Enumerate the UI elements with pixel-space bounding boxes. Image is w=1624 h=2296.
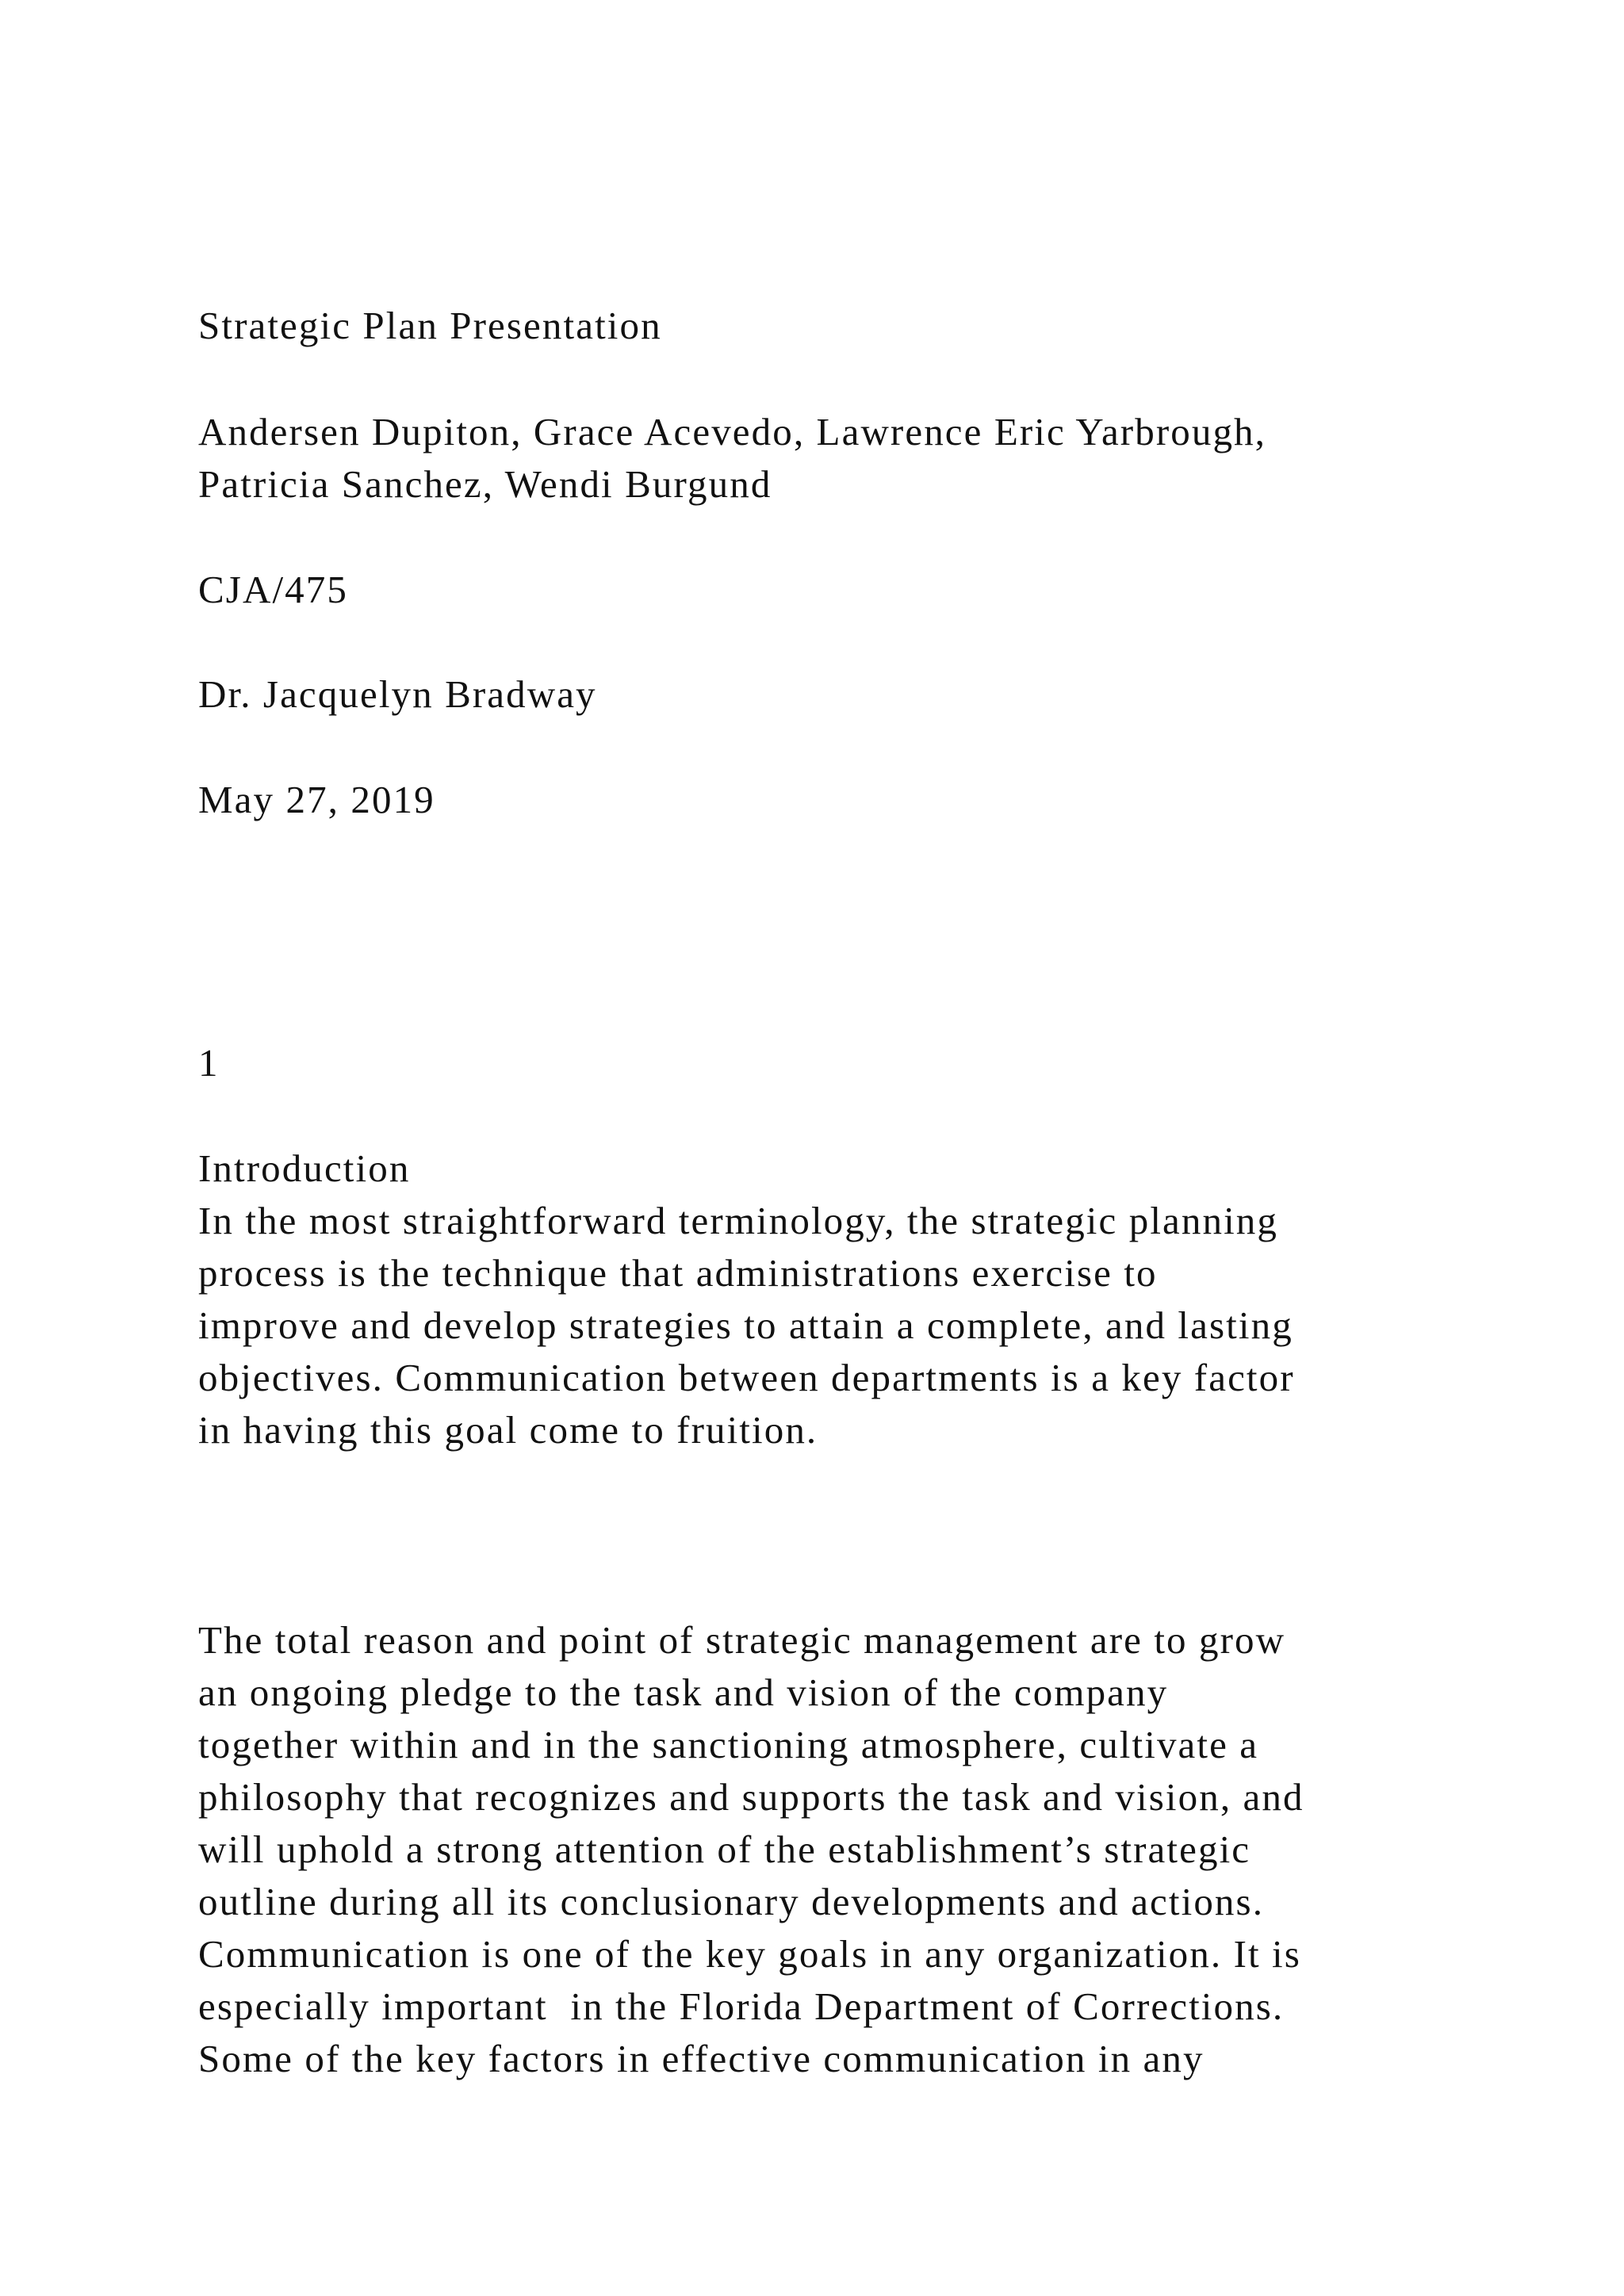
- document-title: Strategic Plan Presentation: [198, 304, 662, 347]
- paragraph-2-line: will uphold a strong attention of the establishment’s strategic: [198, 1827, 1251, 1871]
- paragraph-1-line: process is the technique that administrations exercise to: [198, 1251, 1158, 1295]
- paragraph-2-line: an ongoing pledge to the task and vision of the company: [198, 1670, 1169, 1714]
- slide-number: 1: [198, 1041, 220, 1085]
- paragraph-1-line: objectives. Communication between departments is a key factor: [198, 1356, 1295, 1399]
- paragraph-2-line: outline during all its conclusionary developments and actions.: [198, 1880, 1265, 1923]
- paragraph-1-line: improve and develop strategies to attain a complete, and lasting: [198, 1303, 1293, 1347]
- authors-line-2: Patricia Sanchez, Wendi Burgund: [198, 462, 772, 506]
- paragraph-1-line: In the most straightforward terminology, the strategic planning: [198, 1199, 1278, 1242]
- paragraph-2-line: Some of the key factors in effective communication in any: [198, 2037, 1205, 2080]
- paragraph-2-line: The total reason and point of strategic management are to grow: [198, 1618, 1286, 1662]
- authors-line-1: Andersen Dupiton, Grace Acevedo, Lawrence Eric Yarbrough,: [198, 410, 1266, 453]
- paragraph-2-line: philosophy that recognizes and supports the task and vision, and: [198, 1775, 1304, 1819]
- course-code: CJA/475: [198, 568, 348, 611]
- paragraph-2-line: together within and in the sanctioning atmosphere, cultivate a: [198, 1723, 1259, 1766]
- paragraph-1-line: in having this goal come to fruition.: [198, 1408, 818, 1452]
- paragraph-2-line: especially important in the Florida Department of Corrections.: [198, 1984, 1285, 2028]
- section-heading: Introduction: [198, 1146, 411, 1190]
- instructor-name: Dr. Jacquelyn Bradway: [198, 672, 597, 716]
- paragraph-2-line: Communication is one of the key goals in any organization. It is: [198, 1932, 1301, 1976]
- document-date: May 27, 2019: [198, 778, 435, 821]
